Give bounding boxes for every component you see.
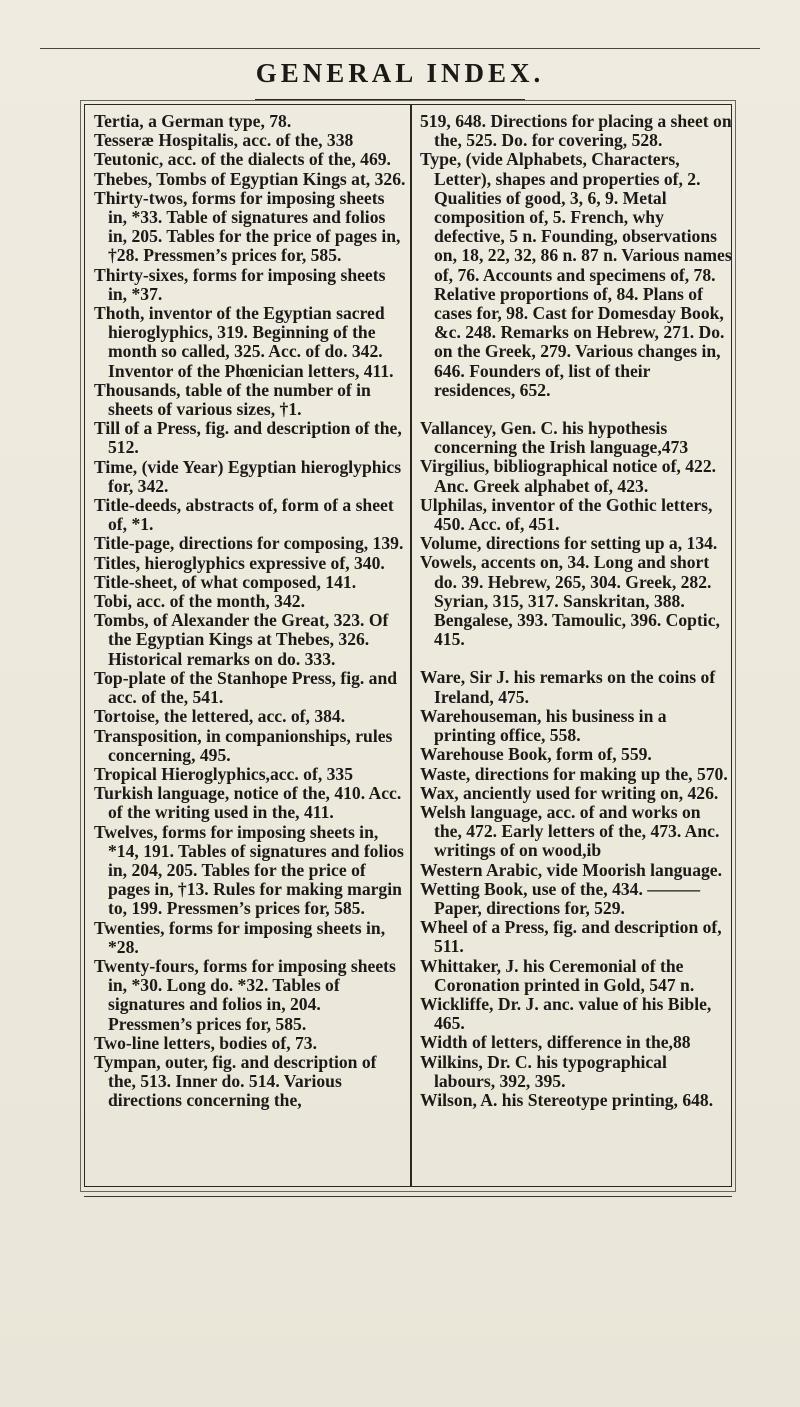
index-entry: Twelves, forms for imposing sheets in, *14, 191. Tables of signatures and folios in, 204, 205. Tables for the price of pages in, †13. Rules for making margin to, 199. Pressmen’s prices for, 585. <box>94 821 404 919</box>
index-entry: Twenty-fours, forms for imposing sheets in, *30. Long do. *32. Tables of signatures and folios in, 204. Pressmen’s prices for, 585. <box>94 955 396 1034</box>
left-column <box>94 112 406 1111</box>
index-entry: Waste, directions for making up the, 570. <box>420 763 728 784</box>
index-entry: Thirty-twos, forms for imposing sheets in, *33. Table of signatures and folios in, 205. Tables for the price of pages in, †28. Pressmen’s prices for, 585. <box>94 187 401 266</box>
index-entry: Tertia, a German type, 78. <box>94 111 292 131</box>
index-entry: Thoth, inventor of the Egyptian sacred hieroglyphics, 319. Beginning of the month so called, 325. Acc. of do. 342. Inventor of the Phœnician letters, 411. <box>94 303 394 381</box>
index-entry: Whittaker, J. his Ceremonial of the Coronation printed in Gold, 547 n. <box>420 955 695 995</box>
index-entry: Thousands, table of the number of in sheets of various sizes, †1. <box>94 379 371 420</box>
index-entry: Top-plate of the Stanhope Press, fig. and acc. of the, 541. <box>94 667 398 708</box>
index-entry: Width of letters, difference in the,88 <box>420 1032 691 1053</box>
index-entry: Vallancey, Gen. C. his hypothesis concerning the Irish language,473 <box>420 418 689 458</box>
column-divider <box>410 104 412 1187</box>
page-title: GENERAL INDEX. <box>255 58 545 88</box>
footer-rule <box>84 1196 732 1197</box>
index-entry: Title-deeds, abstracts of, form of a sheet of, *1. <box>94 495 394 535</box>
index-entry: Wilson, A. his Stereotype printing, 648. <box>420 1089 714 1110</box>
index-entry: Wilkins, Dr. C. his typographical labours, 392, 395. <box>420 1051 667 1091</box>
index-entry: Tombs, of Alexander the Great, 323. Of the Egyptian Kings at Thebes, 326. Historical remarks on do. 333. <box>94 610 389 669</box>
index-entry: Teutonic, acc. of the dialects of the, 469. <box>94 149 391 170</box>
index-entry: Title-page, directions for composing, 139. <box>94 533 404 554</box>
index-entry: Volume, directions for setting up a, 134. <box>420 533 718 554</box>
index-entry: Wetting Book, use of the, 434. ——— Paper, directions for, 529. <box>420 878 701 918</box>
index-entry: Till of a Press, fig. and description of the, 512. <box>94 418 402 458</box>
index-entry: Title-sheet, of what composed, 141. <box>94 571 357 592</box>
index-entry: Ulphilas, inventor of the Gothic letters, 450. Acc. of, 451. <box>420 494 713 535</box>
index-entry: Virgilius, bibliographical notice of, 422. Anc. Greek alphabet of, 423. <box>420 456 717 496</box>
index-entry: Tobi, acc. of the month, 342. <box>94 591 305 612</box>
index-entry: Welsh language, acc. of and works on the, 472. Early letters of the, 473. Anc. writings of on wood,ib <box>420 801 720 861</box>
index-entry: Tropical Hieroglyphics,acc. of, 335 <box>94 763 354 784</box>
index-entry: Wickliffe, Dr. J. anc. value of his Bible, 465. <box>420 993 712 1034</box>
index-entry: Titles, hieroglyphics expressive of, 340. <box>94 552 385 573</box>
header-rule <box>40 48 760 49</box>
index-entry: Tympan, outer, fig. and description of the, 513. Inner do. 514. Various directions concerning the, <box>94 1051 377 1111</box>
index-entry: Warehouseman, his business in a printing office, 558. <box>420 705 667 746</box>
index-entry: Type, (vide Alphabets, Characters, Letter), shapes and properties of, 2. Qualities of good, 3, 6, 9. Metal composition of, 5. French, why defective, 5 n. Founding, observations on, 18, 22, 32, 86 n. 87 n. Various names of, 76. Accounts and specimens of, 78. Relative proportions of, 84. Plans of cases for, 98. Cast for Domesday Book, &c. 248. Remarks on Hebrew, 271. Do. on the Greek, 279. Various changes in, 646. Founders of, list of their residences, 652. <box>420 149 732 400</box>
index-entry: Time, (vide Year) Egyptian hieroglyphics for, 342. <box>94 456 402 496</box>
index-entry: Tortoise, the lettered, acc. of, 384. <box>94 706 346 727</box>
index-entry: Wheel of a Press, fig. and description of, 511. <box>420 917 722 957</box>
right-column <box>420 112 732 1110</box>
index-entry: Twenties, forms for imposing sheets in, *28. <box>94 917 386 957</box>
index-entry: Wax, anciently used for writing on, 426. <box>420 782 719 803</box>
index-entry: Thebes, Tombs of Egyptian Kings at, 326. <box>94 168 406 189</box>
index-entry: Warehouse Book, form of, 559. <box>420 744 652 765</box>
index-entry: 519, 648. Directions for placing a sheet on the, 525. Do. for covering, 528. <box>420 111 732 151</box>
index-entry: Turkish language, notice of the, 410. Acc. of the writing used in the, 411. <box>94 783 402 823</box>
index-entry: Western Arabic, vide Moorish language. <box>420 859 723 880</box>
index-entry: Tesseræ Hospitalis, acc. of the, 338 <box>94 130 354 151</box>
index-entry: Thirty-sixes, forms for imposing sheets in, *37. <box>94 264 386 304</box>
index-entry: Vowels, accents on, 34. Long and short do. 39. Hebrew, 265, 304. Greek, 282. Syrian, 315, 317. Sanskritan, 388. Bengalese, 393. Tamoulic, 396. Coptic, 415. <box>420 552 720 650</box>
index-entry: Ware, Sir J. his remarks on the coins of Ireland, 475. <box>420 667 716 707</box>
index-entry: Two-line letters, bodies of, 73. <box>94 1032 317 1053</box>
index-entry: Transposition, in companionships, rules concerning, 495. <box>94 725 393 765</box>
